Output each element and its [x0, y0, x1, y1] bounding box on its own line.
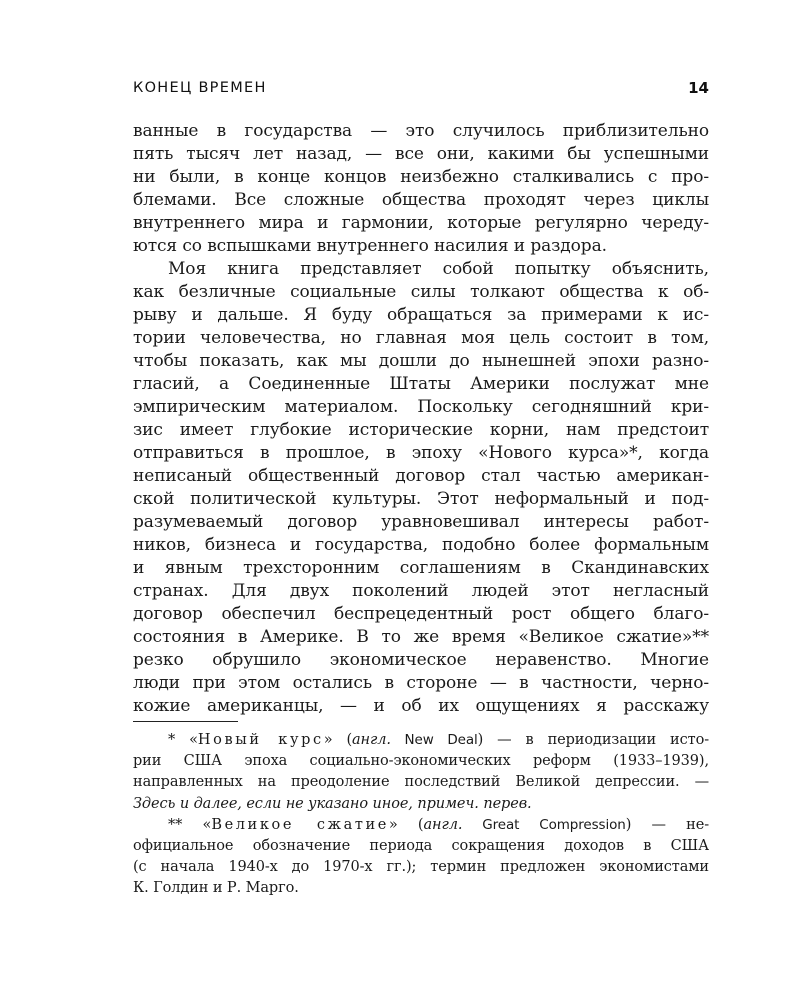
body-text: [133, 120, 709, 718]
running-title: КОНЕЦ ВРЕМЕН: [133, 80, 267, 96]
footnote-1-paren: » (: [323, 732, 352, 748]
footnote-2-paren: » (: [388, 816, 424, 833]
footnote-2-line: [133, 815, 709, 836]
footnote-1-line: рии США эпоха социально-экономических реформ (1933–1939),: [133, 753, 709, 770]
text-line: странах. Для двух поколений людей этот негласный: [133, 581, 709, 601]
footnote-2-marker: ** «: [168, 816, 212, 833]
footnote-1-line: направленных на преодоление последствий Великой депрессии. —: [133, 774, 709, 791]
text-line: ванные в государства — это случилось приблизительно: [133, 121, 709, 141]
footnote-2-line: (с начала 1940-х до 1970-х гг.); термин предложен экономистами: [133, 859, 709, 876]
footnote-1-rest: ) — в периодизации исто-: [477, 732, 709, 748]
text-line: кожие американцы, — и об их ощущениях я расскажу: [133, 696, 709, 716]
text-line: ни были, в конце концов неизбежно сталкивались с про-: [133, 167, 709, 187]
text-line: тории человечества, но главная моя цель состоит в том,: [133, 328, 709, 348]
text-line: блемами. Все сложные общества проходят через циклы: [133, 190, 709, 210]
text-line: как безличные социальные силы толкают общества к об-: [133, 282, 709, 302]
text-line: неписаный общественный договор стал частью американ-: [133, 466, 709, 486]
page-number: 14: [688, 79, 709, 97]
footnote-1-original: New Deal: [390, 732, 478, 748]
text-line: ются со вспышками внутреннего насилия и раздора.: [133, 236, 607, 256]
text-line: отправиться в прошлое, в эпоху «Нового курса»*, когда: [133, 443, 709, 463]
text-line: разумеваемый договор уравновешивал интересы работ-: [133, 512, 709, 532]
footnote-2-term: Великое сжатие: [211, 816, 389, 833]
text-line: договор обеспечил беспрецедентный рост общего благо-: [133, 604, 709, 624]
footnote-1-line: Здесь и далее, если не указано иное, примеч. перев.: [133, 795, 532, 812]
text-line: состояния в Америке. В то же время «Великое сжатие»**: [133, 627, 709, 647]
footnote-2-rest: ) — не-: [625, 816, 709, 833]
text-line: чтобы показать, как мы дошли до нынешней эпохи разно-: [133, 351, 709, 371]
text-line: эмпирическим материалом. Поскольку сегодняшний кри-: [133, 397, 709, 417]
footnote-2-line: К. Голдин и Р. Марго.: [133, 880, 299, 897]
text-line: зис имеет глубокие исторические корни, нам предстоит: [133, 420, 709, 440]
text-line: люди при этом остались в стороне — в частности, черно-: [133, 673, 709, 693]
footnote-1-term: Новый курс: [197, 732, 324, 748]
text-line: гласий, а Соединенные Штаты Америки послужат мне: [133, 374, 709, 394]
text-line: рыву и дальше. Я буду обращаться за примерами к ис-: [133, 305, 709, 325]
text-line: Моя книга представляет собой попытку объяснить,: [168, 259, 709, 279]
text-line: и явным трехсторонним соглашениям в Скандинавских: [133, 558, 709, 578]
footnote-1-lang: англ.: [352, 732, 391, 748]
footnote-2-line: официальное обозначение периода сокращения доходов в США: [133, 837, 709, 854]
text-line: ников, бизнеса и государства, подобно более формальным: [133, 535, 709, 555]
text-line: пять тысяч лет назад, — все они, какими бы успешными: [133, 144, 709, 164]
footnote-1-line: [133, 730, 709, 751]
text-line: резко обрушило экономическое неравенство. Многие: [133, 650, 709, 670]
footnotes: [133, 730, 709, 900]
footnote-1-marker: * «: [168, 732, 198, 748]
text-line: ской политической культуры. Этот неформальный и под-: [133, 489, 709, 509]
text-line: внутреннего мира и гармонии, которые регулярно череду-: [133, 213, 709, 233]
footnote-2-lang: англ.: [423, 816, 463, 833]
footnote-2-original: Great Compression: [462, 816, 626, 833]
page-header: [133, 80, 709, 100]
footnote-divider: [133, 721, 238, 722]
